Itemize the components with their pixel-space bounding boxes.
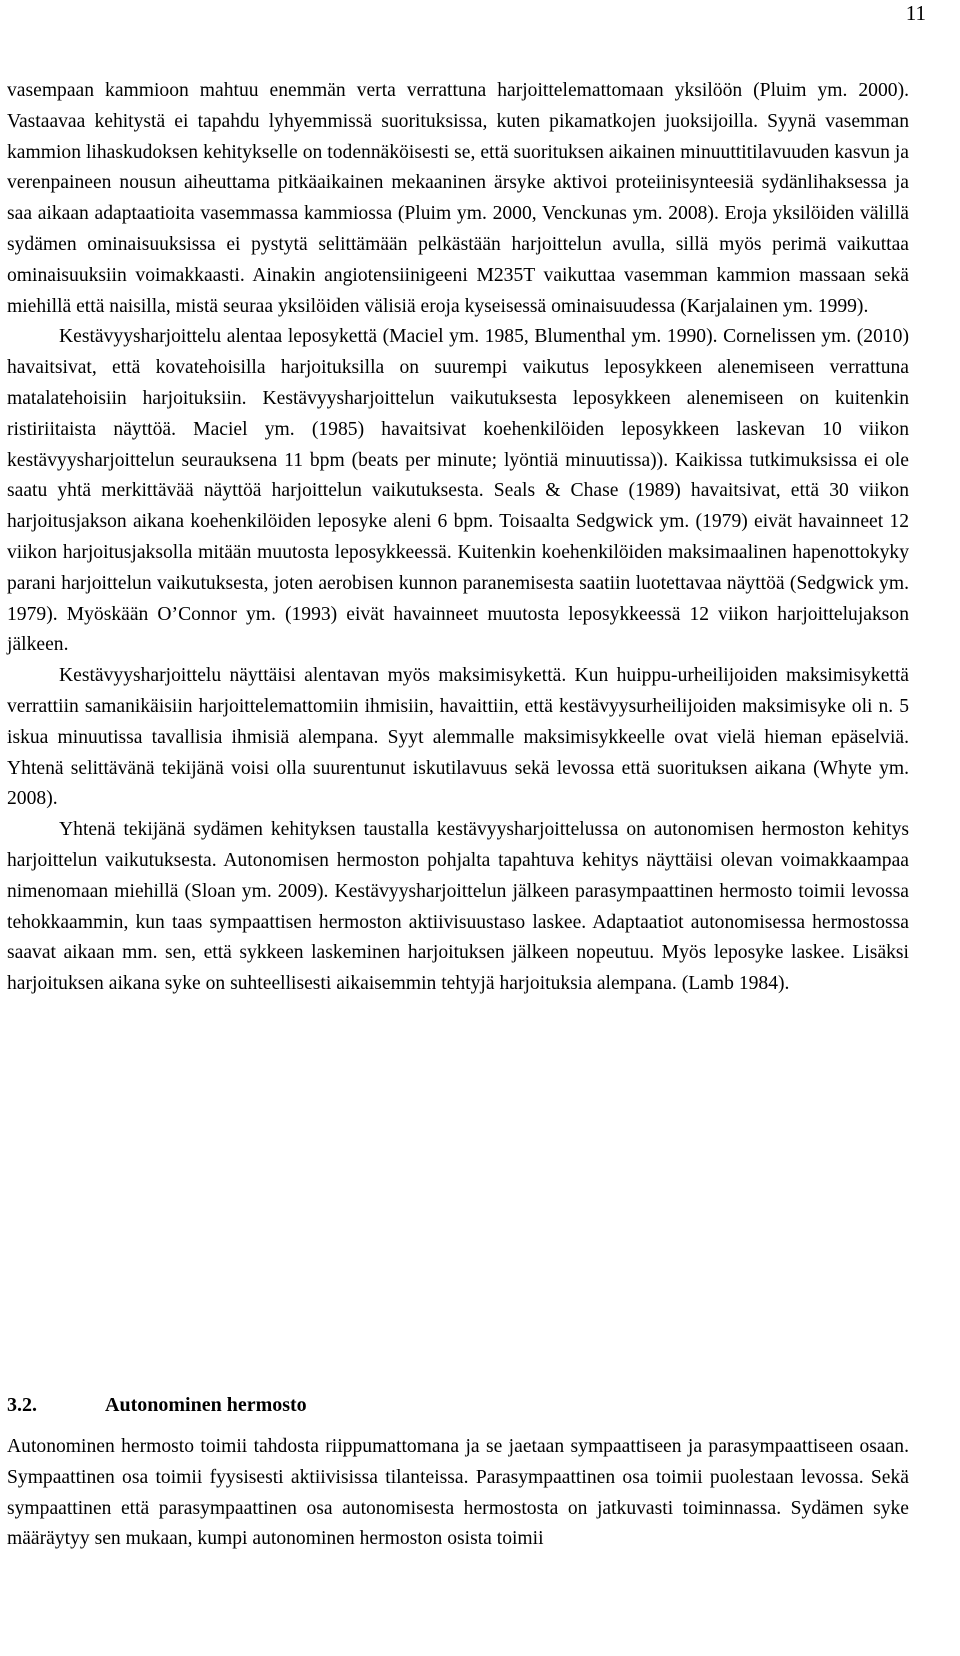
body-text: [7, 76, 909, 1000]
section-number: 3.2.: [7, 1394, 37, 1416]
paragraph-1: vasempaan kammioon mahtuu enemmän verta verrattuna harjoittelemattomaan yksilöön (Pluim ym. 2000). Vastaavaa kehitystä ei tapahdu lyhyemmissä suorituksissa, kuten pikamatkojen juoksijoilla. Syynä vasemman kammion lihaskudoksen kehitykselle on todennäköisesti se, että suorituksen aikainen minuuttitilavuuden kasvun ja verenpaineen nousun aiheuttama pitkäaikainen mekaaninen ärsyke aktivoi proteiinisynteesiä sydänlihaksessa ja saa aikaan adaptaatioita vasemmassa kammiossa (Pluim ym. 2000, Venckunas ym. 2008). Eroja yksilöiden välillä sydämen ominaisuuksissa ei pystytä selittämään pelkästään harjoittelun avulla, sillä myös perimä vaikuttaa ominaisuuksiin voimakkaasti. Ainakin angiotensiinigeeni M235T vaikuttaa vasemman kammion massaan sekä miehillä että naisilla, mistä seuraa yksilöiden välisiä eroja kyseisessä ominaisuudessa (Karjalainen ym. 1999).: [7, 80, 909, 317]
paragraph-2: Kestävyysharjoittelu alentaa leposykettä (Maciel ym. 1985, Blumenthal ym. 1990). Cornelissen ym. (2010) havaitsivat, että kovatehoisilla harjoituksilla on suurempi vaikutus leposykkeen alenemiseen verrattuna matalatehoisiin harjoituksiin. Kestävyysharjoittelun vaikutuksesta leposykkeen alenemiseen on kuitenkin ristiriitaista näyttöä. Maciel ym. (1985) havaitsivat koehenkilöiden leposykkeen laskevan 10 viikon kestävyysharjoittelun seurauksena 11 bpm (beats per minute; lyöntiä minuutissa)). Kaikissa tutkimuksissa ei ole saatu yhtä merkittävää näyttöä harjoittelun vaikutuksesta. Seals & Chase (1989) havaitsivat, että 30 viikon harjoitusjakson aikana koehenkilöiden leposyke aleni 6 bpm. Toisaalta Sedgwick ym. (1979) eivät havainneet 12 viikon harjoitusjaksolla mitään muutosta leposykkeessä. Kuitenkin koehenkilöiden maksimaalinen hapenottokyky parani harjoittelun vaikutuksesta, joten aerobisen kunnon paranemisesta saatiin luotettavaa näyttöä (Sedgwick ym. 1979). Myöskään O’Connor ym. (1993) eivät havainneet muutosta leposykkeessä 12 viikon harjoittelujakson jälkeen.: [7, 326, 909, 656]
section-title: Autonominen hermosto: [105, 1394, 307, 1416]
page-number: 11: [905, 1, 926, 25]
section-paragraph-1: Autonominen hermosto toimii tahdosta riippumattomana ja se jaetaan sympaattiseen ja parasympaattiseen osaan. Sympaattinen osa toimii fyysisesti aktiivisissa tilanteissa. Parasympaattinen osa toimii puolestaan levossa. Sekä sympaattinen että parasympaattinen osa autonomisesta hermostosta on jatkuvasti toiminnassa. Sydämen syke määräytyy sen mukaan, kumpi autonominen hermoston osista toimii: [7, 1436, 909, 1550]
paragraph-4: Yhtenä tekijänä sydämen kehityksen taustalla kestävyysharjoittelussa on autonomisen hermoston kehitys harjoittelun vaikutuksesta. Autonomisen hermoston pohjalta tapahtuva kehitys näyttäisi olevan voimakkaampaa nimenomaan miehillä (Sloan ym. 2009). Kestävyysharjoittelun jälkeen parasympaattinen hermosto toimii levossa tehokkaammin, kun taas sympaattisen hermoston aktiivisuustaso laskee. Adaptaatiot autonomisessa hermostossa saavat aikaan mm. sen, että sykkeen laskeminen harjoituksen jälkeen nopeutuu. Myös leposyke laskee. Lisäksi harjoituksen aikana syke on suhteellisesti aikaisemmin tehtyjä harjoituksia alempana. (Lamb 1984).: [7, 819, 909, 995]
section-heading: [7, 1392, 307, 1418]
paragraph-3: Kestävyysharjoittelu näyttäisi alentavan myös maksimisykettä. Kun huippu-urheilijoiden maksimisykettä verrattiin samanikäisiin harjoittelemattomiin ihmisiin, havaittiin, että kestävyysurheilijoiden maksimisyke oli n. 5 iskua minuutissa tavallisia ihmisiä alempana. Syyt alemmalle maksimisykkeelle ovat vielä hieman epäselviä. Yhtenä selittävänä tekijänä voisi olla suurentunut iskutilavuus sekä levossa että suorituksen aikana (Whyte ym. 2008).: [7, 665, 909, 810]
section-body-text: [7, 1432, 909, 1555]
